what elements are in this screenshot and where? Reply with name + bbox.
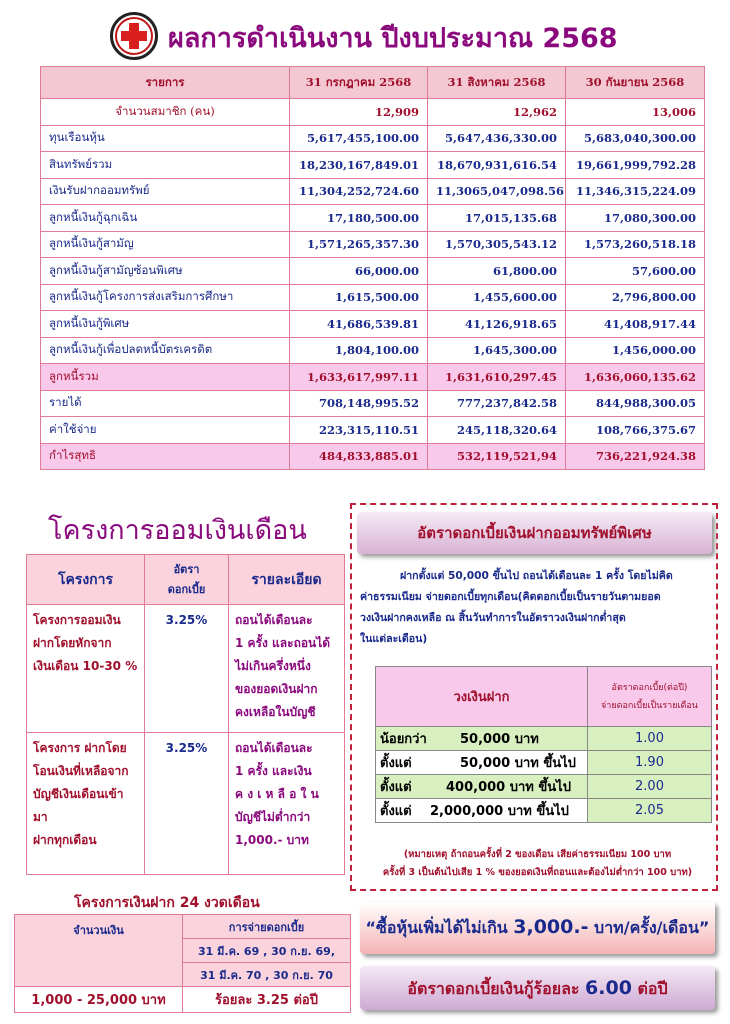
project-detail (229, 605, 345, 733)
tier-value: 400,000 บาท ขึ้นไป (446, 780, 571, 795)
cell-value: 11,304,252,724.60 (290, 178, 428, 205)
text-line: 1 ครั้ง และถอนได้ (235, 636, 331, 650)
cell-value: 5,647,436,330.00 (428, 125, 566, 152)
tier-amount (376, 751, 588, 775)
cell-value: 1,573,260,518.18 (566, 231, 705, 258)
project-rate: 3.25% (145, 733, 229, 875)
cell-value: 41,408,917.44 (566, 311, 705, 338)
cell-value: 1,804,100.00 (290, 337, 428, 364)
cell-value: 66,000.00 (290, 258, 428, 285)
cell-value: 1,456,000.00 (566, 337, 705, 364)
cell-value: 1,455,600.00 (428, 284, 566, 311)
text-line: ฝากโดยหักจาก (33, 636, 112, 650)
rate-header-line: อัตรา (173, 562, 200, 576)
cell-value: 41,126,918.65 (428, 311, 566, 338)
text-line: (หมายเหตุ ถ้าถอนครั้งที่ 2 ของเดือน เสียค่าธรรมเนียม 100 บาท (403, 849, 672, 860)
cell-value: 1,633,617,997.11 (290, 364, 428, 391)
cell-value: 223,315,110.51 (290, 417, 428, 444)
income-row (41, 390, 705, 417)
deposit-amount: 1,000 - 25,000 บาท (15, 987, 183, 1013)
table-header-row (27, 555, 345, 605)
row-label: เงินรับฝากออมทรัพย์ (41, 178, 290, 205)
rate-header-line: ดอกเบี้ย (167, 582, 206, 596)
text-line: ฝากทุกเดือน (33, 833, 97, 847)
cell-value: 736,221,924.38 (566, 443, 705, 470)
text-line: ในแต่ละเดือน) (360, 633, 428, 645)
col-detail-header: รายละเอียด (229, 555, 345, 605)
net-profit-row (41, 443, 705, 470)
tier-value: 2,000,000 บาท ขึ้นไป (430, 804, 569, 819)
special-savings-title: อัตราดอกเบี้ยเงินฝากออมทรัพย์พิเศษ (357, 512, 712, 554)
col-amount-header: จำนวนเงิน (15, 915, 183, 987)
deposit-rate: ร้อยละ 3.25 ต่อปี (183, 987, 351, 1013)
row-label: ลูกหนี้เงินกู้สามัญซ้อนพิเศษ (41, 258, 290, 285)
text-line: บัญชีไม่ต่ำกว่า (235, 810, 311, 824)
red-cross-logo (110, 12, 158, 60)
cell-value: 484,833,885.01 (290, 443, 428, 470)
cell-value: 12,962 (428, 99, 566, 126)
cell-value: 17,015,135.68 (428, 205, 566, 232)
cell-value: 108,766,375.67 (566, 417, 705, 444)
table-row (376, 775, 712, 799)
project-name (27, 605, 145, 733)
text-line: 1 ครั้ง และเงิน (235, 764, 312, 778)
table-row (41, 284, 705, 311)
cell-value: 1,631,610,297.45 (428, 364, 566, 391)
row-label: ทุนเรือนหุ้น (41, 125, 290, 152)
cell-value: 1,570,305,543.12 (428, 231, 566, 258)
table-row (376, 751, 712, 775)
col-date-header: 31 สิงหาคม 2568 (428, 67, 566, 99)
col-rate-header (145, 555, 229, 605)
row-label: จำนวนสมาชิก (คน) (41, 99, 290, 126)
cell-value: 57,600.00 (566, 258, 705, 285)
banner-text: อัตราดอกเบี้ยเงินกู้ร้อยละ (407, 979, 586, 998)
text-line: โครงการ ฝากโดย (33, 741, 127, 755)
savings-projects-table (26, 554, 345, 875)
row-label: ลูกหนี้เงินกู้ฉุกเฉิน (41, 205, 290, 232)
page-title: ผลการดำเนินงาน ปีงบประมาณ 2568 (168, 23, 618, 54)
table-row (27, 605, 345, 733)
cell-value: 1,615,500.00 (290, 284, 428, 311)
loan-rate: 6.00 (585, 977, 632, 999)
tier-rate: 1.90 (588, 751, 712, 775)
row-label: ลูกหนี้รวม (41, 364, 290, 391)
table-header-row (376, 667, 712, 727)
row-label: ค่าใช้จ่าย (41, 417, 290, 444)
banner-text: ต่อปี (631, 979, 668, 998)
payment-dates: 31 มี.ค. 69 , 30 ก.ย. 69, (183, 939, 351, 963)
tier-prefix: ตั้งแต่ (380, 804, 412, 819)
cell-value: 41,686,539.81 (290, 311, 428, 338)
text-line: 1,000.- บาท (235, 833, 309, 847)
fee-note (360, 846, 715, 882)
table-row (41, 231, 705, 258)
cell-value: 1,645,300.00 (428, 337, 566, 364)
row-label: ลูกหนี้เงินกู้โครงการส่งเสริมการศึกษา (41, 284, 290, 311)
table-row (376, 727, 712, 751)
tier-amount (376, 799, 588, 823)
text-line: ฝากตั้งแต่ 50,000 ขึ้นไป ถอนได้เดือนละ 1 ครั้ง โดยไม่คิด (400, 570, 673, 582)
tier-value: 50,000 บาท ขึ้นไป (460, 756, 576, 771)
cell-value: 17,180,500.00 (290, 205, 428, 232)
cell-value: 1,636,060,135.62 (566, 364, 705, 391)
table-row (41, 258, 705, 285)
row-label: รายได้ (41, 390, 290, 417)
share-purchase-banner (360, 902, 715, 954)
tier-prefix: ตั้งแต่ (380, 756, 412, 771)
cell-value: 1,571,265,357.30 (290, 231, 428, 258)
cell-value: 17,080,300.00 (566, 205, 705, 232)
tier-rate: 1.00 (588, 727, 712, 751)
cell-value: 61,800.00 (428, 258, 566, 285)
row-label: สินทรัพย์รวม (41, 152, 290, 179)
total-loans-row (41, 364, 705, 391)
table-row (15, 987, 351, 1013)
text-line: ของยอดเงินฝาก (235, 682, 318, 696)
text-line: เงินเดือน 10-30 % (33, 659, 138, 673)
text-line: โอนเงินที่เหลือจาก (33, 764, 129, 778)
rate-header-line: จ่ายดอกเบี้ยเป็นรายเดือน (601, 700, 698, 711)
text-line: โครงการออมเงิน (33, 613, 121, 627)
deposit-24-title: โครงการเงินฝาก 24 งวดเดือน (74, 895, 260, 911)
cell-value: 12,909 (290, 99, 428, 126)
text-line: ค ง เ ห ลื อ ใ น (235, 787, 319, 801)
text-line: ถอนได้เดือนละ (235, 741, 313, 755)
table-row (41, 205, 705, 232)
cell-value: 2,796,800.00 (566, 284, 705, 311)
col-payment-header: การจ่ายดอกเบี้ย (183, 915, 351, 939)
member-count-row (41, 99, 705, 126)
col-project-header: โครงการ (27, 555, 145, 605)
tier-rate: 2.00 (588, 775, 712, 799)
expense-row (41, 417, 705, 444)
cell-value: 844,988,300.05 (566, 390, 705, 417)
col-rate-header (588, 667, 712, 727)
cell-value: 18,670,931,616.54 (428, 152, 566, 179)
cell-value: 532,119,521,94 (428, 443, 566, 470)
banner-text: บาท/ครั้ง/เดือน” (588, 918, 710, 937)
table-row (41, 337, 705, 364)
row-label: ลูกหนี้เงินกู้สามัญ (41, 231, 290, 258)
project-rate: 3.25% (145, 605, 229, 733)
cell-value: 11,3065,047,098.56 (428, 178, 566, 205)
tier-prefix: ตั้งแต่ (380, 780, 412, 795)
cell-value: 245,118,320.64 (428, 417, 566, 444)
row-label: ลูกหนี้เงินกู้เพื่อปลดหนี้บัตรเครดิต (41, 337, 290, 364)
text-line: ครั้งที่ 3 เป็นต้นไปเสีย 1 % ของยอดเงินที่ถอนและต้องไม่ต่ำกว่า 100 บาท) (382, 867, 693, 878)
banner-text: “ซื้อหุ้นเพิ่มได้ไม่เกิน (365, 918, 514, 937)
table-row (41, 152, 705, 179)
row-label: ลูกหนี้เงินกู้พิเศษ (41, 311, 290, 338)
cell-value: 777,237,842.58 (428, 390, 566, 417)
performance-table (40, 66, 705, 470)
tier-amount (376, 727, 588, 751)
cell-value: 5,683,040,300.00 (566, 125, 705, 152)
project-name (27, 733, 145, 875)
tier-prefix: น้อยกว่า (380, 732, 427, 747)
table-header-row (41, 67, 705, 99)
row-label: กำไรสุทธิ (41, 443, 290, 470)
rate-header-line: อัตราดอกเบี้ย(ต่อปี) (611, 682, 688, 693)
tier-rate: 2.05 (588, 799, 712, 823)
text-line: ค่าธรรมเนียม จ่ายดอกเบี้ยทุกเดือน(คิดดอกเบี้ยเป็นรายวันตามยอด (360, 591, 661, 603)
col-date-header: 30 กันยายน 2568 (566, 67, 705, 99)
savings-projects-title: โครงการออมเงินเดือน (48, 515, 307, 546)
col-amount-header: วงเงินฝาก (376, 667, 588, 727)
loan-rate-banner (360, 966, 715, 1010)
table-row (41, 178, 705, 205)
cell-value: 19,661,999,792.28 (566, 152, 705, 179)
text-line: บัญชีเงินเดือนเข้ามา (33, 787, 124, 824)
text-line: วงเงินฝากคงเหลือ ณ สิ้นวันทำการในอัตราวงเงินฝากต่ำสุด (360, 612, 626, 624)
cell-value: 18,230,167,849.01 (290, 152, 428, 179)
text-line: คงเหลือในบัญชี (235, 705, 316, 719)
table-header-row (15, 915, 351, 939)
cell-value: 708,148,995.52 (290, 390, 428, 417)
payment-dates: 31 มี.ค. 70 , 30 ก.ย. 70 (183, 963, 351, 987)
tier-value: 50,000 บาท (460, 732, 539, 747)
project-detail (229, 733, 345, 875)
deposit-24-table (14, 914, 351, 1013)
share-amount: 3,000.- (513, 916, 589, 938)
table-row (376, 799, 712, 823)
cell-value: 11,346,315,224.09 (566, 178, 705, 205)
cell-value: 5,617,455,100.00 (290, 125, 428, 152)
tier-amount (376, 775, 588, 799)
text-line: ถอนได้เดือนละ (235, 613, 313, 627)
table-row (41, 125, 705, 152)
table-row (41, 311, 705, 338)
special-savings-description (360, 566, 710, 650)
col-date-header: 31 กรกฎาคม 2568 (290, 67, 428, 99)
table-row (27, 733, 345, 875)
header (0, 8, 730, 66)
col-item-header: รายการ (41, 67, 290, 99)
text-line: ไม่เกินครึ่งหนึ่ง (235, 659, 311, 673)
special-savings-rate-table (375, 666, 712, 823)
cell-value: 13,006 (566, 99, 705, 126)
